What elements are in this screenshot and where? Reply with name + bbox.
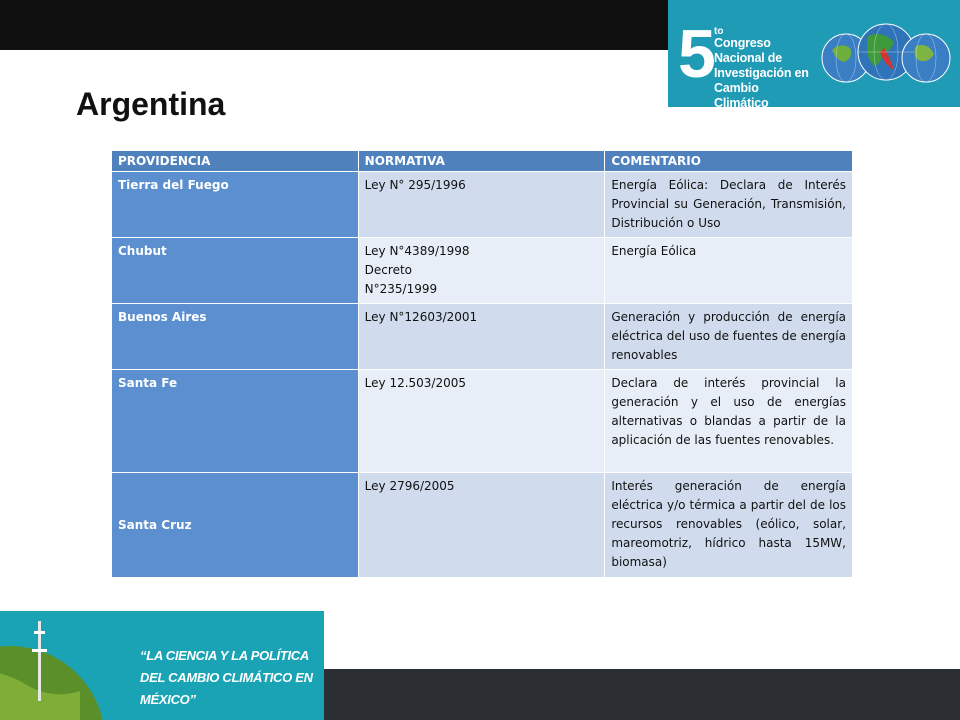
planet-illustration-icon (0, 621, 140, 720)
legislation-table (111, 150, 853, 578)
congress-logo (668, 0, 960, 110)
provincia-cell: Tierra del Fuego (112, 172, 359, 238)
normativa-line: Ley N° 295/1996 (364, 178, 466, 192)
comentario-cell: Generación y producción de energía eléctrica del uso de fuentes de energía renovables (605, 304, 853, 370)
provincia-cell: Chubut (112, 238, 359, 304)
header-comentario: COMENTARIO (605, 151, 853, 172)
table-row (112, 172, 853, 238)
normativa-line: Ley 2796/2005 (364, 479, 455, 493)
footer-banner (0, 611, 324, 720)
table-row (112, 370, 853, 473)
logo-text: Congreso Nacional de Investigación en Cambio Climático (714, 36, 809, 110)
header-normativa: NORMATIVA (358, 151, 605, 172)
table-row (112, 238, 853, 304)
banner-slogan: “LA CIENCIA Y LA POLÍTICA DEL CAMBIO CLIMÁTICO EN MÉXICO” (140, 648, 313, 707)
provincia-cell: Santa Cruz (112, 473, 359, 578)
header-providencia: PROVIDENCIA (112, 151, 359, 172)
normativa-line: Ley N°4389/1998 (364, 244, 470, 258)
provincia-cell: Buenos Aires (112, 304, 359, 370)
normativa-cell (358, 238, 605, 304)
normativa-cell (358, 172, 605, 238)
comentario-cell: Declara de interés provincial la generación y el uso de energías alternativas o blandas a partir de la aplicación de las fuentes renovables. (605, 370, 853, 473)
globes-icon (818, 14, 953, 94)
normativa-line: Ley N°12603/2001 (364, 310, 478, 324)
table-header-row (112, 151, 853, 172)
normativa-cell (358, 473, 605, 578)
logo-number: 5 (678, 16, 716, 92)
slide-title: Argentina (76, 86, 226, 122)
logo-superscript: to (714, 26, 724, 37)
table-row (112, 304, 853, 370)
comentario-cell: Energía Eólica (605, 238, 853, 304)
provincia-cell: Santa Fe (112, 370, 359, 473)
normativa-cell (358, 370, 605, 473)
comentario-cell: Interés generación de energía eléctrica y/o térmica a partir del de los recursos renovables (eólico, solar, mareomotriz, hídrico hasta 15MW, biomasa) (605, 473, 853, 578)
normativa-line: Decreto (364, 263, 412, 277)
comentario-cell: Energía Eólica: Declara de Interés Provincial su Generación, Transmisión, Distribución o Uso (605, 172, 853, 238)
normativa-cell (358, 304, 605, 370)
normativa-line: Ley 12.503/2005 (364, 376, 467, 390)
normativa-line: N°235/1999 (364, 282, 438, 296)
table-row (112, 473, 853, 578)
